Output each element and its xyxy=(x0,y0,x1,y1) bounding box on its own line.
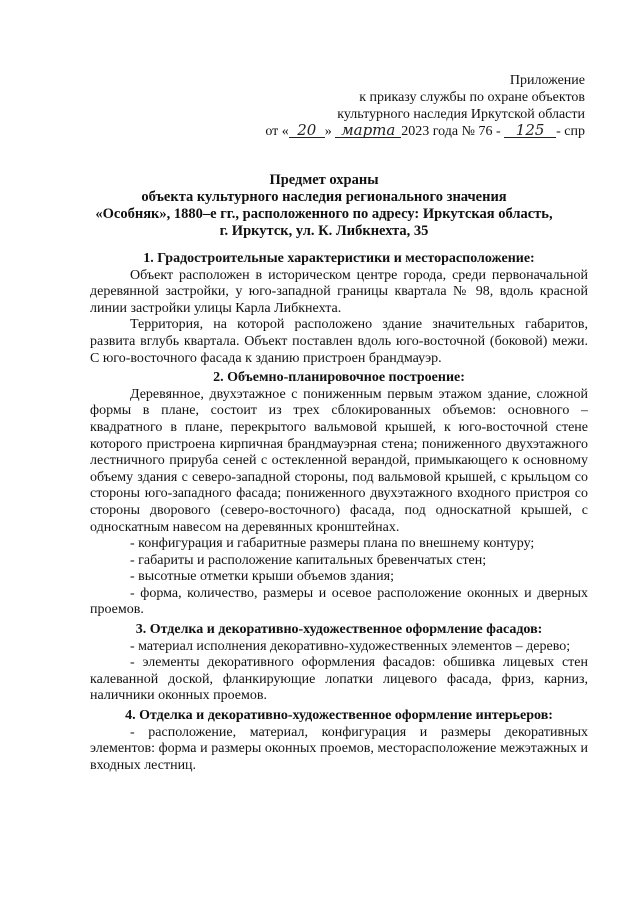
list-item: - габариты и расположение капитальных бревенчатых стен; xyxy=(130,552,487,568)
list-item: - конфигурация и габаритные размеры плана по внешнему контуру; xyxy=(130,536,535,552)
appendix-title: Приложение xyxy=(509,73,585,88)
section-1-heading: 1. Градостроительные характеристики и месторасположение: xyxy=(143,251,535,266)
list-item: - форма, количество, размеры и осевое расположение оконных и дверных проемов. xyxy=(90,585,588,618)
list-item: - элементы декоративного оформления фасадов: обшивка лицевых стен калеванной доской, фланкирующие лопатки лицевого фасада, фриз, карниз, наличники оконных проемов. xyxy=(90,655,588,704)
appendix-order-line: к приказу службы по охране объектов xyxy=(359,90,585,105)
section-3-heading: 3. Отделка и декоративно-художественное оформление фасадов: xyxy=(135,622,543,638)
section-1-paragraph-2: Территория, на которой расположено здание значительных габаритов, развита вглубь квартала. Объект поставлен вдоль юго-восточной (боковой) межи. С юго-восточного фасада к зданию пристроен брандмауэр. xyxy=(90,317,588,366)
title-line-3: «Особняк», 1880–е гг., расположенного по адресу: Иркутская область, xyxy=(95,206,553,222)
handwritten-day: 20 xyxy=(289,123,325,138)
appendix-header xyxy=(265,72,585,140)
title-line-4: г. Иркутск, ул. К. Либкнехта, 35 xyxy=(219,223,429,239)
year-text: 2023 года № 76 - xyxy=(401,124,501,139)
appendix-date-line xyxy=(265,123,585,140)
appendix-agency-line: культурного наследия Иркутской области xyxy=(337,107,585,122)
section-1-paragraph-1: Объект расположен в историческом центре города, среди первоначальной деревянной застройки, у юго-западной границы квартала № 98, вдоль красной линии застройки улицы Карла Либкнехта. xyxy=(90,267,588,316)
document-title xyxy=(60,172,588,240)
date-mid: » xyxy=(324,124,332,139)
section-2-paragraph-1: Деревянное, двухэтажное с пониженным первым этажом здание, сложной формы в плане, состоит из трех сблокированных объемов: основного – квадратного в плане, перекрытого вальмовой крышей, к юго-восточной стене которого пристроена кирпичная брандмауэрная стена; пониженного двухэтажного лестничного прируба сеней с остекленной верандой, примыкающего к основному объему здания с северо-западной стороны, под вальмовой крышей, с крыльцом со стороны юго-западного фасада; пониженного двухэтажного входного пристроя со стороны дворового (северо-восточного) фасада, под односкатной крышей, с односкатным навесом на деревянных кронштейнах. xyxy=(90,386,588,535)
list-item: - материал исполнения декоративно-художественных элементов – дерево; xyxy=(130,638,571,654)
list-item: - высотные отметки крыши объемов здания; xyxy=(130,569,394,585)
section-2-heading: 2. Объемно-планировочное построение: xyxy=(213,370,465,386)
order-suffix: - спр xyxy=(556,124,585,139)
document-body xyxy=(90,248,588,774)
handwritten-order-number: 125 xyxy=(504,123,556,138)
list-item: - расположение, материал, конфигурация и размеры декоративных элементов: форма и размеры оконных проемов, месторасположение межэтажных и входных лестниц. xyxy=(90,724,588,773)
title-line-2: объекта культурного наследия регионального значения xyxy=(141,189,507,205)
section-4-heading: 4. Отделка и декоративно-художественное оформление интерьеров: xyxy=(125,708,553,724)
handwritten-month: марта xyxy=(335,123,401,138)
date-prefix: от « xyxy=(265,124,289,139)
title-line-1: Предмет охраны xyxy=(269,172,379,188)
